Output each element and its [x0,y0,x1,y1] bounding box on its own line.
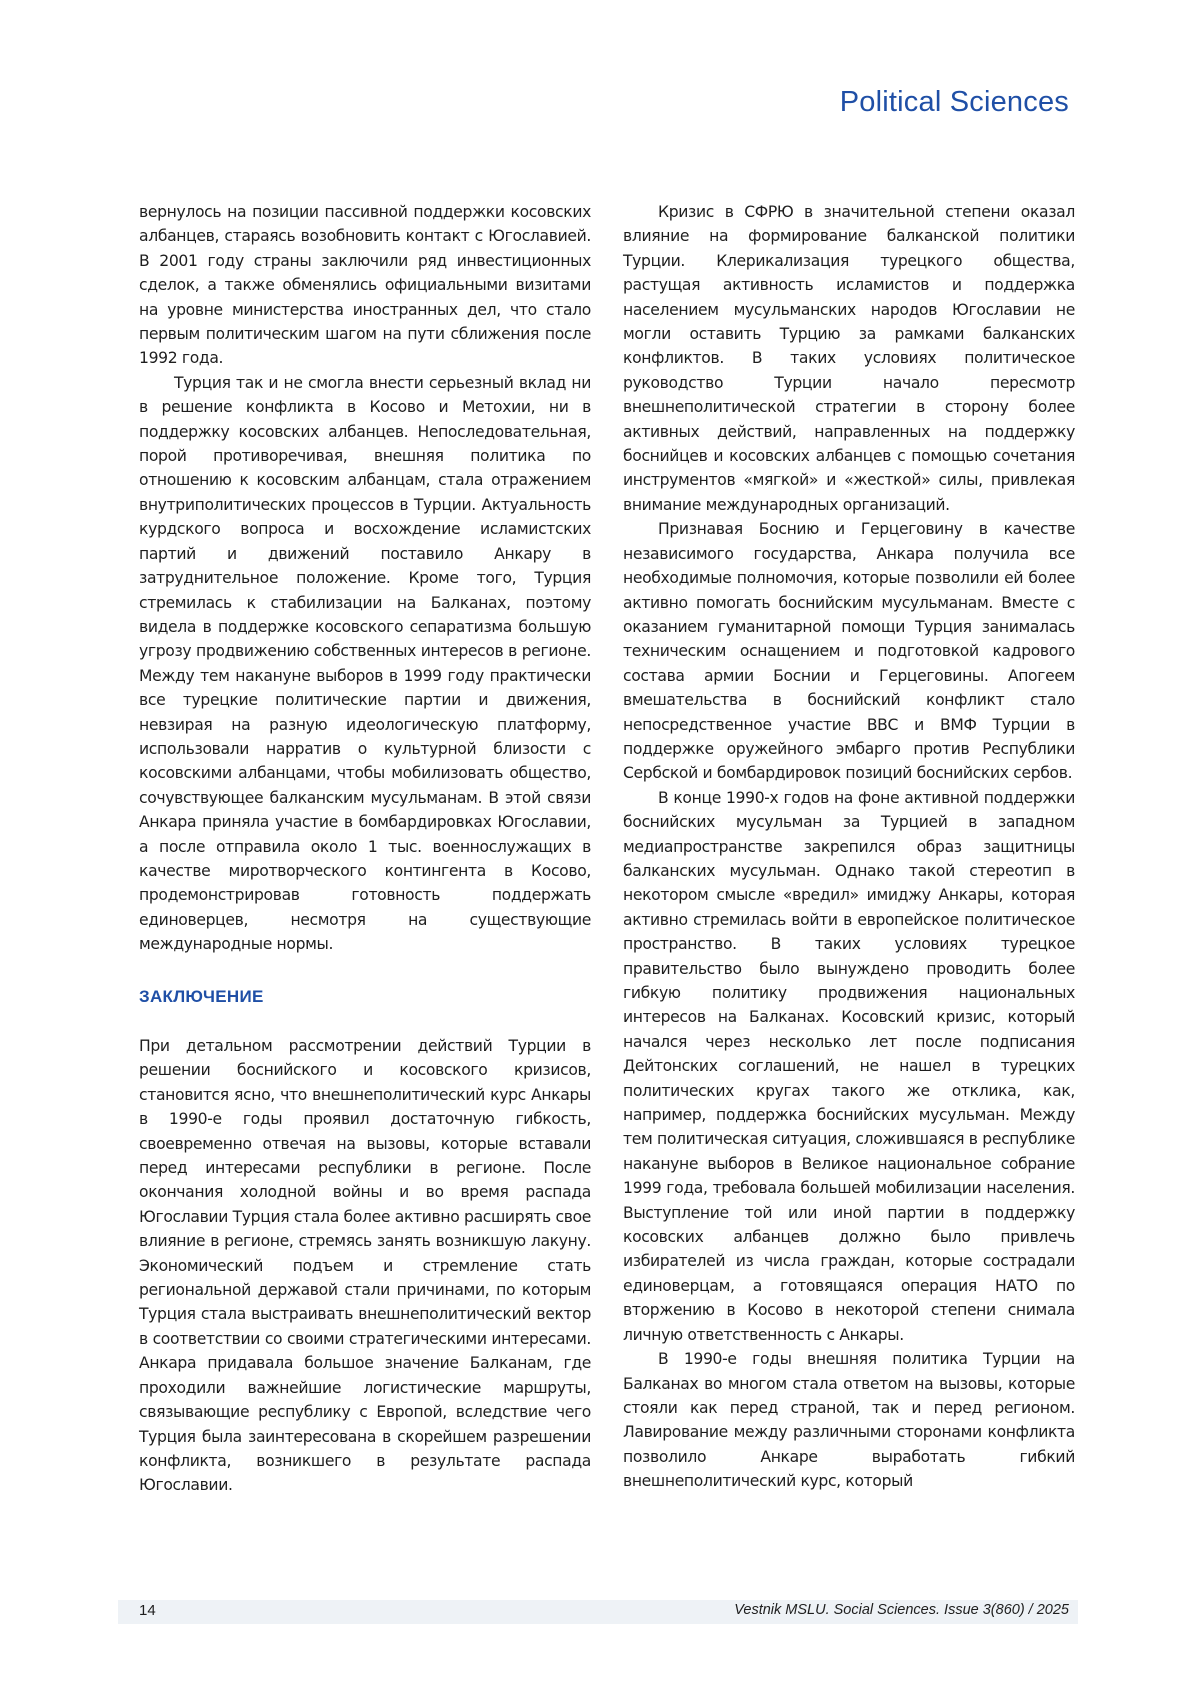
paragraph: В 1990-е годы внешняя политика Турции на Балканах во многом стала ответом на вызовы, которые стояли как перед страной, так и перед регионом. Лавирование между различными сторонами конфликта позволило Анкаре выработать гибкий внешнеполитический курс, который [623,1350,1075,1491]
paragraph: Признавая Боснию и Герцеговину в качестве независимого государства, Анкара получила все необходимые полномочия, которые позволили ей более активно помогать боснийским мусульманам. Вместе с оказанием гуманитарной помощи Турция занималась техническим оснащением и подготовкой кадрового состава армии Боснии и Герцеговины. Апогеем вмешательства в боснийский конфликт стало непосредственное участие ВВС и ВМФ Турции в поддержке оружейного эмбарго против Республики Сербской и бомбардировок позиций боснийских сербов. [623,520,1075,783]
left-column [139,200,591,1498]
page-number: 14 [139,1602,156,1619]
journal-citation: Vestnik MSLU. Social Sciences. Issue 3(860) / 2025 [734,1602,1069,1618]
paragraph: Кризис в СФРЮ в значительной степени оказал влияние на формирование балканской политики Турции. Клерикализация турецкого общества, растущая активность исламистов и поддержка населением мусульманских народов Югославии не могли оставить Турцию за рамками балканских конфликтов. В таких условиях политическое руководство Турции начало пересмотр внешнеполитической стратегии в сторону более активных действий, направленных на поддержку боснийцев и косовских албанцев с помощью сочетания инструментов «мягкой» и «жесткой» силы, привлекая внимание международных организаций. [623,203,1075,514]
paragraph: вернулось на позиции пассивной поддержки косовских албанцев, стараясь возобновить контакт с Югославией. В 2001 году страны заключили ряд инвестиционных сделок, а также обменялись официальными визитами на уровне министерства иностранных дел, что стало первым политическим шагом на пути сближения после 1992 года. [139,203,591,368]
conclusion-paragraph: При детальном рассмотрении действий Турции в решении боснийского и косовского кризисов, становится ясно, что внешнеполитический курс Анкары в 1990-е годы проявил достаточную гибкость, своевременно отвечая на вызовы, которые вставали перед интересами республики в регионе. После окончания холодной войны и во время распада Югославии Турция стала более активно расширять свое влияние в регионе, стремясь занять возникшую лакуну. Экономический подъем и стремление стать региональной державой стали причинами, по которым Турция стала выстраивать внешнеполитический вектор в соответствии со своими стратегическими интересами. Анкара придавала большое значение Балканам, где проходили важнейшие логистические маршруты, связывающие республику с Европой, вследствие чего Турция была заинтересована в скорейшем разрешении конфликта, возникшего в результате распада Югославии. [139,1037,591,1495]
right-column [623,200,1075,1494]
section-heading-conclusion: ЗАКЛЮЧЕНИЕ [139,986,264,1006]
paragraph: Турция так и не смогла внести серьезный вклад ни в решение конфликта в Косово и Метохии, ни в поддержку косовских албанцев. Непоследовательная, порой противоречивая, внешняя политика по отношению к косовским албанцам, стала отражением внутриполитических процессов в Турции. Актуальность курдского вопроса и восхождение исламистских партий и движений поставило Анкару в затруднительное положение. Кроме того, Турция стремилась к стабилизации на Балканах, поэтому видела в поддержке косовского сепаратизма большую угрозу продвижению собственных интересов в регионе. Между тем накануне выборов в 1999 году практически все турецкие политические партии и движения, невзирая на разную идеологическую платформу, использовали нарратив о культурной близости с косовскими албанцами, чтобы мобилизовать общество, сочувствующее балканским мусульманам. В этой связи Анкара приняла участие в бомбардировках Югославии, а после отправила около 1 тыс. военнослужащих в качестве миротворческого контингента в Косово, продемонстрировав готовность поддержать единоверцев, несмотря на существующие международные нормы. [139,373,591,954]
section-title: Political Sciences [839,86,1069,118]
paragraph: В конце 1990-х годов на фоне активной поддержки боснийских мусульман за Турцией в западном медиапространстве закрепился образ защитницы балканских мусульман. Однако такой стереотип в некотором смысле «вредил» имиджу Анкары, которая активно стремилась войти в европейское политическое пространство. В таких условиях турецкое правительство было вынуждено проводить более гибкую политику продвижения национальных интересов на Балканах. Косовский кризис, который начался через несколько лет после подписания Дейтонских соглашений, не нашел в турецких политических кругах такого же отклика, как, например, поддержка боснийских мусульман. Между тем политическая ситуация, сложившаяся в республике накануне выборов в Великое национальное собрание 1999 года, требовала большей мобилизации населения. Выступление той или иной партии в поддержку косовских албанцев должно было привлечь избирателей из числа граждан, которые сострадали единоверцам, а готовящаяся операция НАТО по вторжению в Косово в некоторой степени снимала личную ответственность с Анкары. [623,788,1075,1344]
